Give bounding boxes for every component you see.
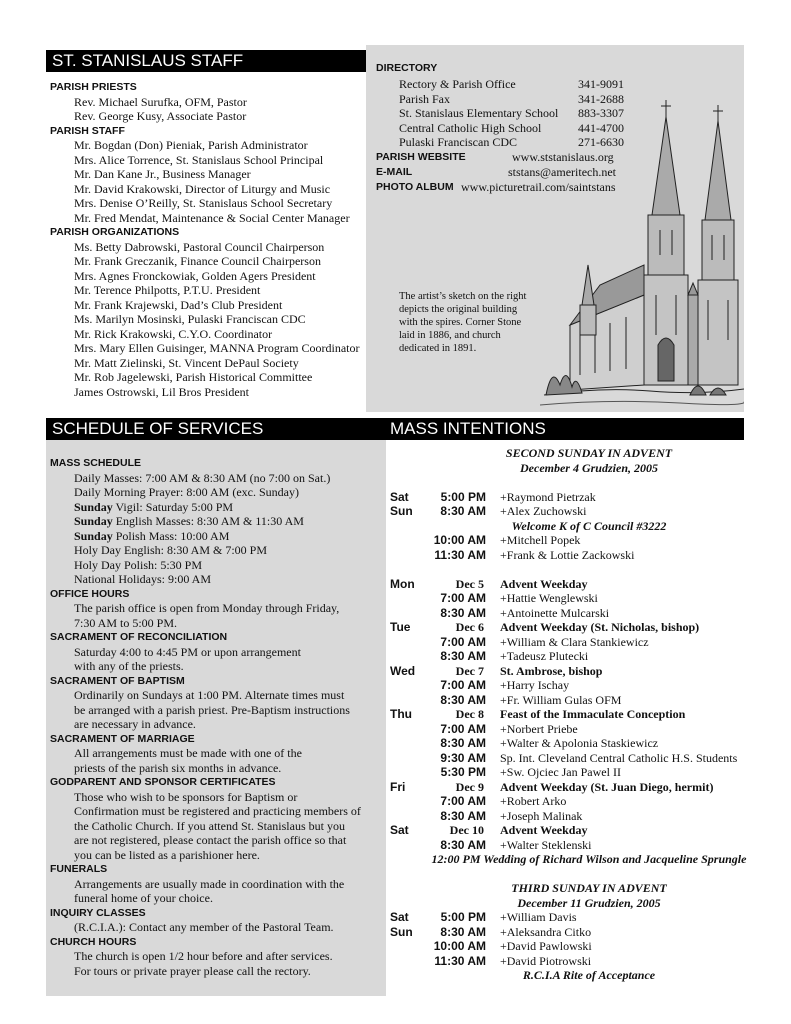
schedule-title: SCHEDULE OF SERVICES [52, 419, 264, 438]
mass-intention-row [388, 780, 790, 795]
mass-time: 8:30 AM [440, 504, 486, 518]
mass-intention: +Tadeusz Plutecki [500, 649, 589, 663]
staff-member: Mr. Matt Zielinski, St. Vincent DePaul Society [74, 355, 299, 370]
mass-intention: +Harry Ischay [500, 678, 570, 692]
mass-intention-row [388, 910, 790, 925]
mass-intentions-title: MASS INTENTIONS [390, 419, 546, 438]
mass-intention-row [388, 794, 790, 809]
email-link[interactable]: ststans@ameritech.net [508, 165, 617, 179]
mass-intention-row [388, 562, 790, 577]
staff-section-header: PARISH PRIESTS [50, 81, 137, 93]
mass-intention: +Mitchell Popek [500, 533, 581, 547]
staff-title: ST. STANISLAUS STAFF [52, 51, 244, 70]
caption-line: with the spires. Corner Stone [399, 317, 522, 328]
mass-heading-text: Welcome K of C Council #3222 [511, 518, 667, 533]
schedule-section-line: Ordinarily on Sundays at 1:00 PM. Alternate times must [74, 688, 345, 702]
mass-day: Sun [390, 924, 413, 939]
album-link[interactable]: www.picturetrail.com/saintstans [461, 180, 616, 194]
schedule-section-line: The church is open 1/2 hour before and after services. [74, 949, 333, 963]
schedule-section-line: with any of the priests. [74, 659, 184, 673]
mass-intention-row [388, 823, 790, 838]
schedule-section-header: INQUIRY CLASSES [50, 906, 146, 919]
mass-intention: +William Davis [500, 910, 577, 924]
mass-heading-text: 12:00 PM Wedding of Richard Wilson and Jacqueline Sprungle [431, 852, 747, 866]
mass-schedule-text: Daily Morning Prayer: 8:00 AM (exc. Sunday) [74, 485, 299, 499]
mass-intention: +Hattie Wenglewski [500, 591, 598, 605]
staff-member: James Ostrowski, Lil Bros President [74, 384, 249, 399]
staff-member: Mr. Frank Krajewski, Dad’s Club President [74, 297, 283, 312]
schedule-section-line: are not registered, please contact the parish office so that [74, 833, 347, 847]
mass-intention: +Antoinette Mulcarski [500, 605, 610, 620]
mass-intention: Sp. Int. Cleveland Central Catholic H.S. Students [500, 750, 738, 765]
mass-intention: Advent Weekday (St. Nicholas, bishop) [500, 620, 700, 634]
staff-member: Rev. George Kusy, Associate Pastor [74, 109, 247, 123]
mass-intention: +David Pawlowski [500, 939, 592, 953]
schedule-section-header: FUNERALS [50, 863, 108, 875]
mass-schedule-text: Holy Day English: 8:30 AM & 7:00 PM [74, 543, 268, 557]
mass-intention-row [388, 954, 790, 969]
mass-intention-row [388, 475, 790, 490]
mass-intention-row [388, 751, 790, 766]
mass-intention-row [388, 867, 790, 882]
staff-member: Mr. Terence Philpotts, P.T.U. President [74, 283, 261, 297]
mass-intention: Feast of the Immaculate Conception [500, 707, 686, 721]
mass-schedule-text: Holy Day Polish: 5:30 PM [74, 557, 203, 572]
schedule-section-line: Confirmation must be registered and practicing members of [74, 804, 361, 818]
mass-note: (St. Juan Diego, hermit) [587, 779, 714, 794]
staff-member: Mr. Rick Krakowski, C.Y.O. Coordinator [74, 326, 273, 341]
directory-entry-name: St. Stanislaus Elementary School [399, 106, 559, 120]
mass-day: Tue [390, 620, 411, 634]
mass-time: 8:30 AM [440, 808, 486, 823]
directory-entry-name: Rectory & Parish Office [399, 77, 516, 91]
mass-intention-row [388, 852, 790, 867]
mass-schedule-text: Vigil: Saturday 5:00 PM [112, 499, 234, 514]
mass-time: 11:30 AM [434, 547, 486, 562]
schedule-section-line: (R.C.I.A.): Contact any member of the Pastoral Team. [74, 920, 334, 934]
directory-title: DIRECTORY [376, 62, 438, 74]
mass-time: 5:00 PM [440, 489, 486, 504]
mass-date: Dec 6 [455, 620, 484, 634]
directory-entry-name: Parish Fax [399, 91, 450, 106]
mass-schedule-line [50, 572, 386, 587]
mass-date: Dec 8 [455, 707, 484, 721]
mass-intention-row [388, 533, 790, 548]
staff-member: Mrs. Mary Ellen Guisinger, MANNA Program Coordinator [74, 341, 360, 355]
mass-intention-row [388, 896, 790, 911]
mass-day: Mon [390, 576, 415, 591]
schedule-section-line: Those who wish to be sponsors for Baptism or [74, 789, 298, 804]
directory-entry-phone: 341-2688 [578, 91, 624, 106]
mass-time: 8:30 AM [440, 649, 486, 663]
mass-intention-row [388, 606, 790, 621]
mass-intention-row [388, 591, 790, 606]
staff-member: Mrs. Alice Torrence, St. Stanislaus School Principal [74, 152, 324, 167]
mass-intention-row [388, 577, 790, 592]
mass-time: 11:30 AM [434, 953, 486, 968]
mass-intention: +Norbert Priebe [500, 721, 578, 736]
mass-intention: +Walter & Apolonia Staskiewicz [500, 736, 659, 750]
mass-heading-text: December 11 Grudzien, 2005 [517, 895, 661, 910]
mass-intention: +William & Clara Stankiewicz [500, 634, 649, 649]
mass-time: 8:30 AM [440, 692, 486, 707]
mass-intention-row [388, 461, 790, 476]
mass-schedule-text: English Masses: 8:30 AM & 11:30 AM [112, 514, 304, 528]
schedule-section-line: The parish office is open from Monday through Friday, [74, 601, 340, 615]
mass-schedule-day: Sunday [74, 528, 113, 543]
mass-intention-row [388, 519, 790, 534]
caption-line: The artist’s sketch on the right [399, 291, 527, 302]
schedule-section-header: SACRAMENT OF MARRIAGE [50, 732, 195, 745]
mass-heading-text: SECOND SUNDAY IN ADVENT [505, 446, 673, 460]
mass-intention-row [388, 678, 790, 693]
mass-heading-text: December 4 Grudzien, 2005 [520, 460, 658, 475]
mass-intention-row [388, 939, 790, 954]
mass-intention-row [388, 809, 790, 824]
mass-intention-row [388, 504, 790, 519]
mass-intention: +Raymond Pietrzak [500, 489, 596, 504]
album-label: PHOTO ALBUM [376, 181, 454, 193]
mass-schedule-line [50, 471, 386, 486]
mass-intention-row [388, 968, 790, 983]
staff-member: Mr. Frank Greczanik, Finance Council Chairperson [74, 254, 321, 268]
mass-schedule-day: Sunday [74, 514, 113, 528]
email-label: E-MAIL [376, 166, 413, 178]
mass-intention-row [388, 635, 790, 650]
directory-entry-phone: 341-9091 [578, 77, 624, 91]
mass-time: 7:00 AM [440, 721, 486, 736]
mass-schedule-line [50, 500, 386, 515]
directory-entry-name: Central Catholic High School [399, 120, 542, 135]
mass-day: Sat [390, 489, 409, 504]
mass-day: Sun [390, 504, 413, 518]
schedule-section-header: CHURCH HOURS [50, 935, 137, 948]
mass-heading-text: THIRD SUNDAY IN ADVENT [511, 881, 667, 895]
mass-note: (St. Nicholas, bishop) [587, 620, 700, 634]
schedule-section-line: the Catholic Church. If you attend St. Stanislaus but you [74, 818, 345, 833]
mass-schedule-text: National Holidays: 9:00 AM [74, 572, 211, 586]
mass-intention-row [388, 693, 790, 708]
mass-intention: +Walter Steklenski [500, 837, 592, 852]
mass-intention-row [388, 649, 790, 664]
mass-schedule-line [50, 558, 386, 573]
mass-intention-row [388, 620, 790, 635]
mass-schedule-text: Polish Mass: 10:00 AM [112, 528, 230, 543]
mass-intention: +Fr. William Gulas OFM [500, 692, 622, 707]
mass-schedule-line [50, 514, 386, 529]
mass-day: Fri [390, 779, 406, 794]
caption-line: depicts the original building [399, 304, 518, 315]
mass-time: 8:30 AM [440, 605, 486, 620]
schedule-section-line: Saturday 4:00 to 4:45 PM or upon arrangement [74, 644, 301, 659]
mass-intention: +Robert Arko [500, 794, 567, 808]
schedule-section-line: Arrangements are usually made in coordination with the [74, 876, 345, 891]
schedule-title-bar [46, 418, 744, 440]
staff-member: Ms. Marilyn Mosinski, Pulaski Franciscan CDC [74, 312, 306, 326]
mass-intention-row [388, 925, 790, 940]
mass-intention-row [388, 446, 790, 461]
caption-line: laid in 1886, and church [399, 330, 501, 341]
mass-date: Dec 9 [455, 779, 484, 794]
directory-entry-name: Pulaski Franciscan CDC [399, 135, 517, 149]
staff-member: Mr. Rob Jagelewski, Parish Historical Committee [74, 370, 313, 384]
mass-time: 10:00 AM [433, 533, 486, 547]
mass-heading-text: R.C.I.A Rite of Acceptance [522, 968, 656, 982]
mass-day: Sat [390, 823, 409, 837]
mass-day: Wed [390, 663, 416, 678]
mass-time: 5:00 PM [440, 910, 486, 924]
staff-member: Mr. David Krakowski, Director of Liturgy and Music [74, 181, 331, 196]
mass-intention-row [388, 490, 790, 505]
staff-member: Mrs. Denise O’Reilly, St. Stanislaus School Secretary [74, 196, 333, 210]
mass-intention-row [388, 722, 790, 737]
church-sketch-caption [399, 290, 526, 355]
staff-title-bar [46, 50, 366, 72]
staff-member: Rev. Michael Surufka, OFM, Pastor [74, 94, 247, 109]
mass-schedule-text: Daily Masses: 7:00 AM & 8:30 AM (no 7:00 on Sat.) [74, 470, 331, 485]
mass-time: 10:00 AM [433, 939, 486, 953]
staff-list [50, 80, 380, 399]
mass-day: Thu [390, 707, 412, 721]
mass-schedule-day: Sunday [74, 499, 113, 514]
staff-member: Mr. Bogdan (Don) Pieniak, Parish Administrator [74, 138, 308, 152]
mass-date: Dec 7 [455, 663, 484, 678]
mass-intention: +Joseph Malinak [500, 808, 583, 823]
schedule-section-header: GODPARENT AND SPONSOR CERTIFICATES [50, 776, 276, 788]
schedule-section-line: priests of the parish six months in advance. [74, 760, 282, 775]
mass-time: 7:00 AM [440, 678, 486, 692]
directory-entry-phone: 883-3307 [578, 106, 624, 120]
schedule-section-line: funeral home of your choice. [74, 891, 213, 905]
schedule-list [50, 456, 386, 978]
mass-intention: +David Piotrowski [500, 953, 592, 968]
schedule-section-line: 7:30 AM to 5:00 PM. [74, 615, 178, 630]
mass-intention: Advent Weekday [500, 576, 588, 591]
caption-line: dedicated in 1891. [399, 343, 477, 354]
staff-section-header: PARISH ORGANIZATIONS [50, 226, 180, 238]
schedule-section-line: are necessary in advance. [74, 717, 196, 731]
church-sketch-image [540, 95, 744, 412]
mass-time: 5:30 PM [440, 765, 486, 779]
mass-intention-row [388, 765, 790, 780]
directory-entry-phone: 271-6630 [578, 135, 624, 149]
mass-day: Sat [390, 910, 409, 924]
schedule-section-line: you can be listed as a parishioner here. [74, 847, 260, 862]
staff-member: Mrs. Agnes Fronckowiak, Golden Agers President [74, 268, 316, 283]
staff-member: Mr. Fred Mendat, Maintenance & Social Center Manager [74, 210, 350, 225]
staff-section [50, 80, 380, 399]
mass-intention: Advent Weekday (St. Juan Diego, hermit) [500, 779, 714, 794]
mass-time: 9:30 AM [440, 750, 486, 765]
schedule-section-line: All arrangements must be made with one of the [74, 746, 302, 760]
mass-time: 8:30 AM [440, 924, 486, 939]
mass-intention: St. Ambrose, bishop [500, 663, 603, 678]
directory-entry-phone: 441-4700 [578, 120, 624, 135]
schedule-section-header: OFFICE HOURS [50, 587, 130, 600]
mass-intention-row [388, 838, 790, 853]
mass-intention: Advent Weekday [500, 823, 588, 837]
mass-date: Dec 5 [455, 576, 484, 591]
staff-member: Mr. Dan Kane Jr., Business Manager [74, 167, 251, 181]
mass-intention-row [388, 548, 790, 563]
mass-schedule-line [50, 529, 386, 544]
mass-date: Dec 10 [449, 823, 484, 837]
mass-schedule-line [50, 485, 386, 500]
schedule-section-header: SACRAMENT OF RECONCILIATION [50, 631, 228, 643]
website-label: PARISH WEBSITE [376, 151, 466, 163]
mass-schedule-header: MASS SCHEDULE [50, 457, 142, 469]
mass-note: bishop [565, 663, 603, 678]
mass-time: 7:00 AM [440, 634, 486, 649]
mass-time: 7:00 AM [440, 591, 486, 605]
mass-intention-row [388, 881, 790, 896]
mass-intention-row [388, 664, 790, 679]
mass-time: 8:30 AM [440, 837, 486, 852]
schedule-section-header: SACRAMENT OF BAPTISM [50, 674, 185, 687]
mass-schedule-line [50, 543, 386, 558]
mass-intentions-list [388, 446, 790, 983]
mass-intention: +Frank & Lottie Zackowski [500, 547, 635, 562]
website-link[interactable]: www.ststanislaus.org [512, 150, 614, 164]
mass-intention: +Sw. Ojciec Jan Pawel II [500, 765, 621, 779]
staff-section-header: PARISH STAFF [50, 124, 125, 137]
schedule-section-line: be arranged with a parish priest. Pre-Baptism instructions [74, 702, 350, 717]
mass-time: 8:30 AM [440, 736, 486, 750]
mass-intention-row [388, 707, 790, 722]
mass-intention: +Aleksandra Citko [500, 924, 592, 939]
staff-member: Ms. Betty Dabrowski, Pastoral Council Chairperson [74, 239, 325, 254]
mass-intention-row [388, 736, 790, 751]
mass-time: 7:00 AM [440, 794, 486, 808]
schedule-section-line: For tours or private prayer please call the rectory. [74, 963, 311, 978]
mass-intention: +Alex Zuchowski [500, 504, 587, 518]
